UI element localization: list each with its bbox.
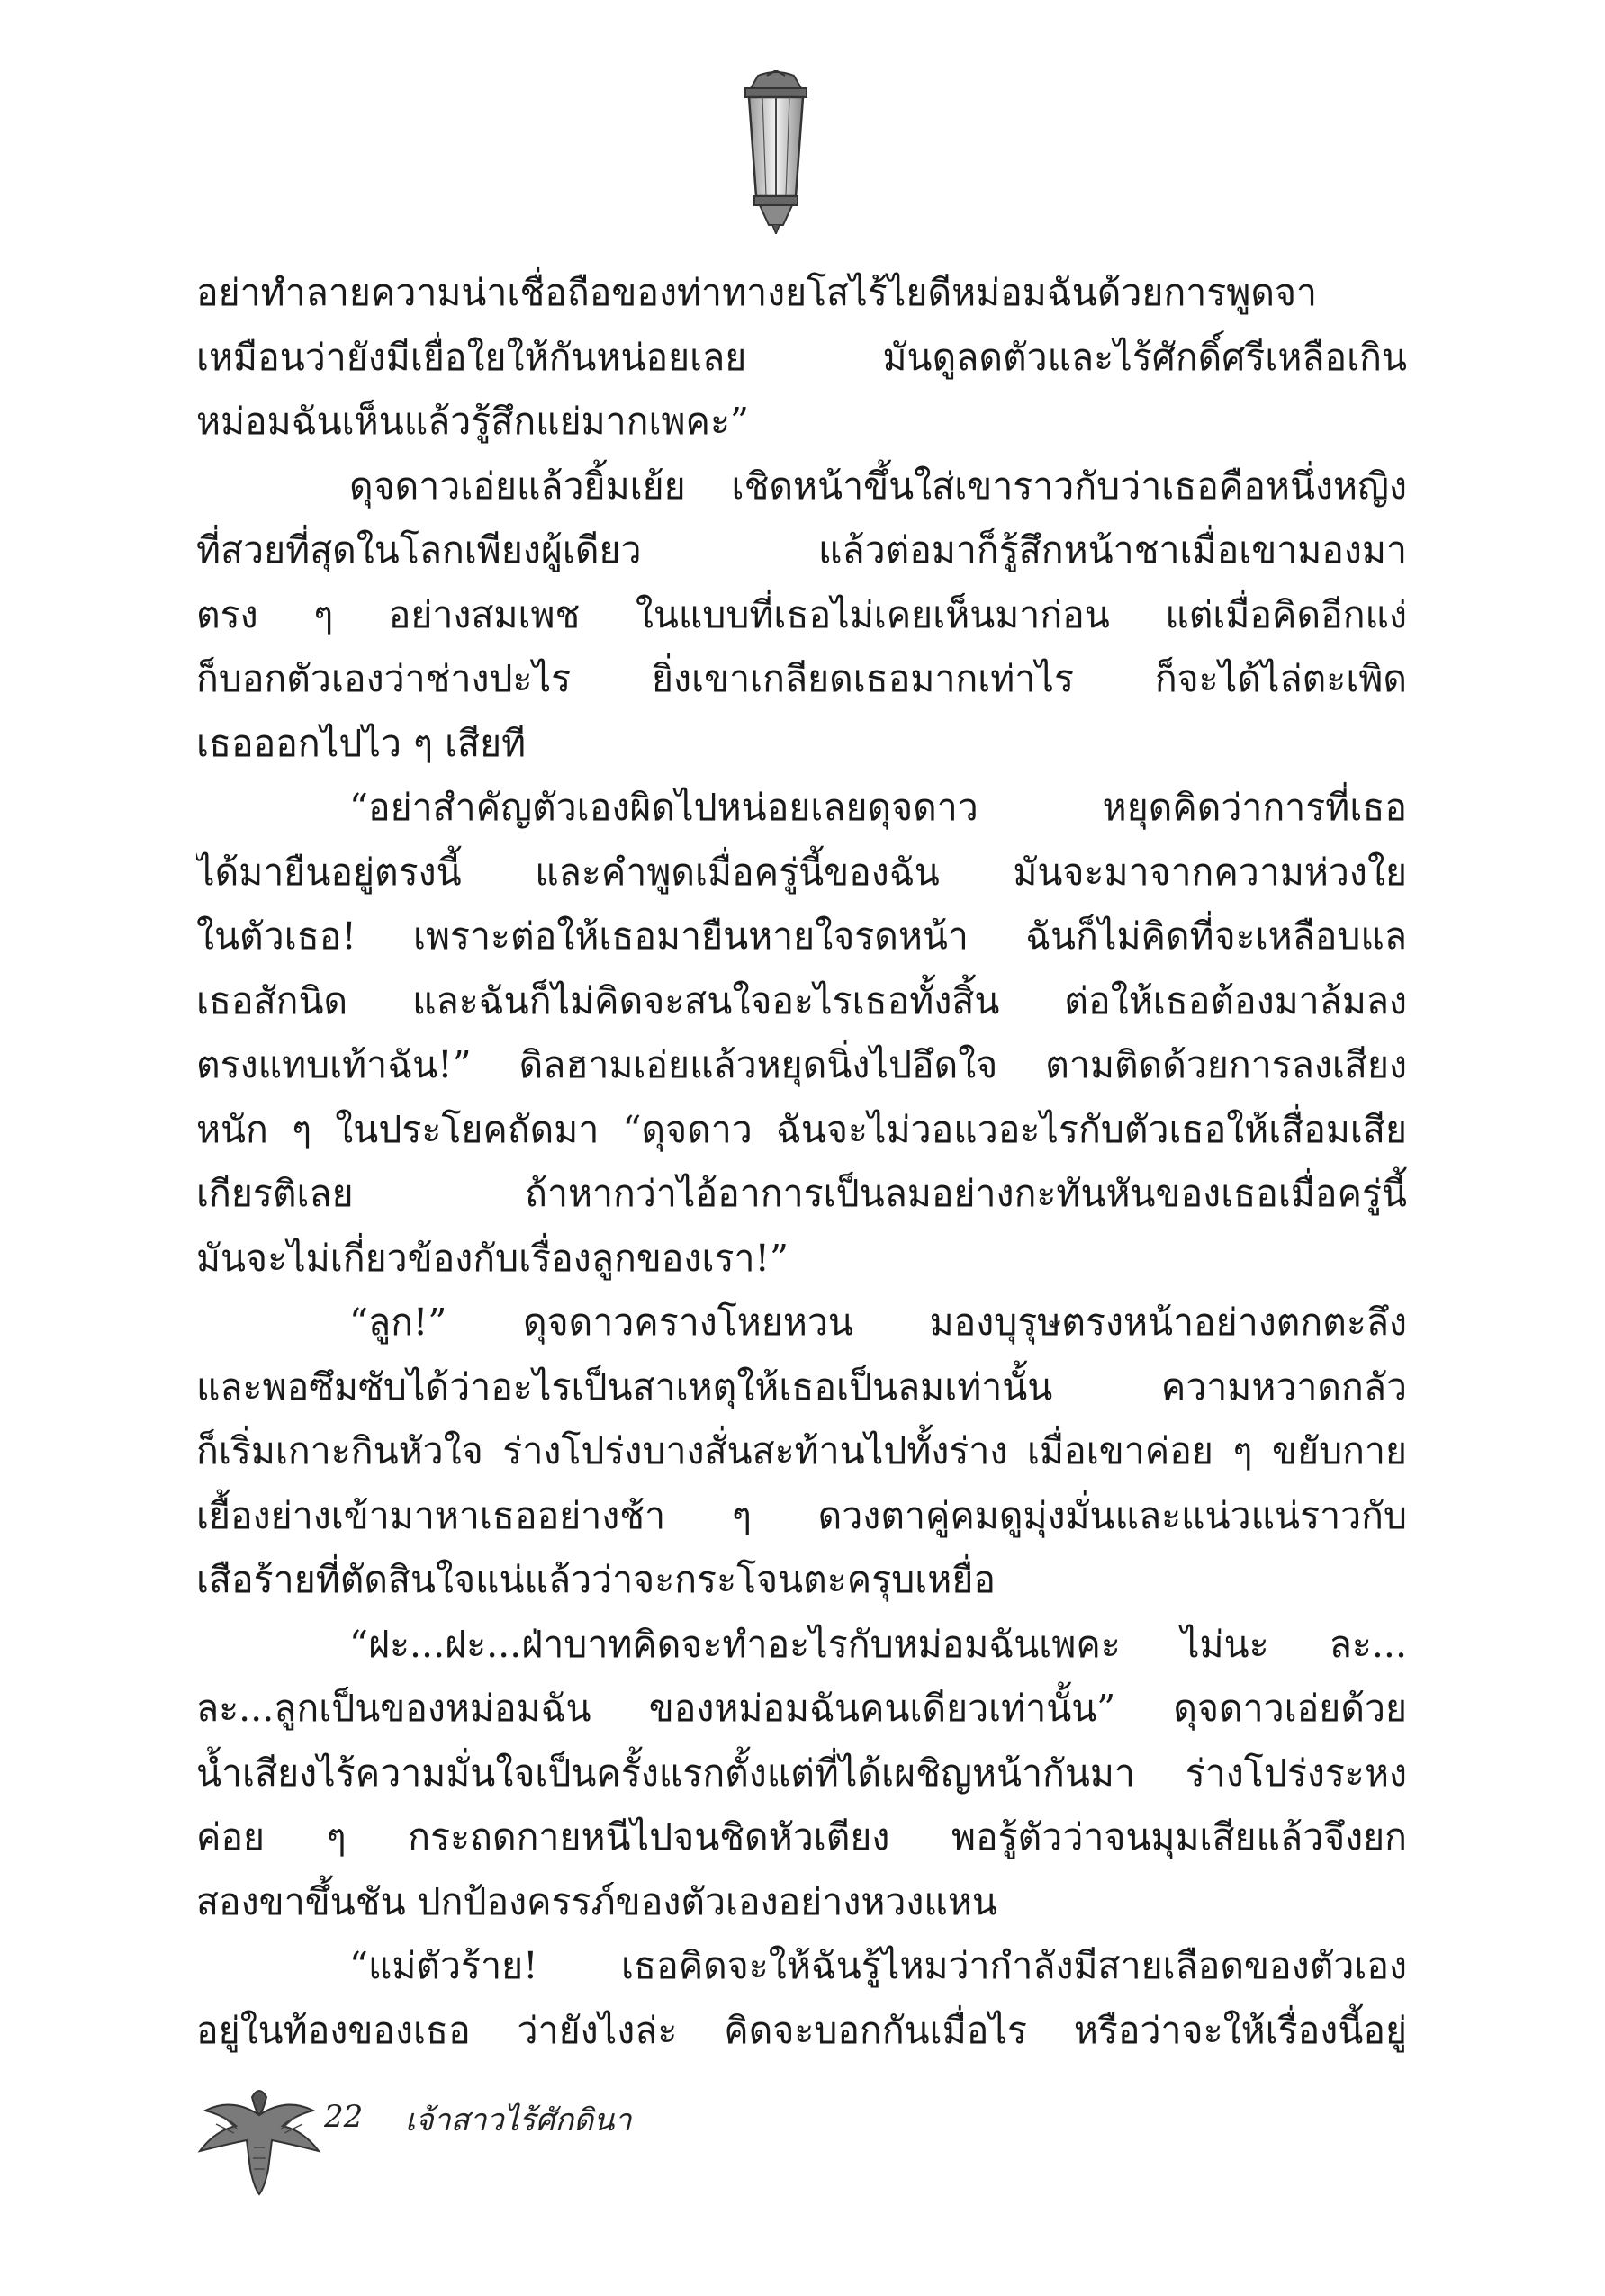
- page-number: 22: [324, 2099, 364, 2135]
- text-line: อย่าทำลายความน่าเชื่อถือของท่าทางยโสไร้ไยดีหม่อมฉันด้วยการพูดจา: [196, 271, 1318, 314]
- text-line: เยื้องย่างเข้ามาหาเธออย่างช้า ๆ ดวงตาคู่คมดูมุ่งมั่นและแน่วแน่ราวกับ: [196, 1493, 1407, 1537]
- text-line: ละ...ลูกเป็นของหม่อมฉัน ของหม่อมฉันคนเดียวเท่านั้น” ดุจดาวเอ่ยด้วย: [196, 1687, 1407, 1730]
- text-line: ในตัวเธอ! เพราะต่อให้เธอมายืนหายใจรดหน้า ฉันก็ไม่คิดที่จะเหลือบแล: [196, 914, 1407, 958]
- text-line: หม่อมฉันเห็นแล้วรู้สึกแย่มากเพคะ”: [196, 400, 749, 443]
- text-line: น้ำเสียงไร้ความมั่นใจเป็นครั้งแรกตั้งแต่ที่ได้เผชิญหน้ากันมา ร่างโปร่งระหง: [196, 1751, 1407, 1795]
- text-line: “อย่าสำคัญตัวเองผิดไปหน่อยเลยดุจดาว หยุดคิดว่าการที่เธอ: [349, 786, 1407, 829]
- text-line: เธอสักนิด และฉันก็ไม่คิดจะสนใจอะไรเธอทั้งสิ้น ต่อให้เธอต้องมาล้มลง: [196, 978, 1407, 1022]
- text-line: ค่อย ๆ กระถดกายหนีไปจนชิดหัวเตียง พอรู้ตัวว่าจนมุมเสียแล้วจึงยก: [196, 1815, 1407, 1859]
- text-line: เธอออกไปไว ๆ เสียที: [196, 721, 527, 765]
- bird-icon: [196, 2061, 322, 2196]
- book-title: เจ้าสาวไร้ศักดินา: [405, 2102, 632, 2138]
- text-line: สองขาขึ้นชัน ปกป้องครรภ์ของตัวเองอย่างหวงแหน: [196, 1879, 997, 1923]
- text-line: เสือร้ายที่ตัดสินใจแน่แล้วว่าจะกระโจนตะครุบเหยื่อ: [196, 1558, 996, 1601]
- text-line: มันจะไม่เกี่ยวข้องกับเรื่องลูกของเรา!”: [196, 1236, 789, 1280]
- text-line: ดุจดาวเอ่ยแล้วยิ้มเย้ย เชิดหน้าขึ้นใส่เขาราวกับว่าเธอคือหนึ่งหญิง: [349, 464, 1407, 508]
- text-line: และพอซึมซับได้ว่าอะไรเป็นสาเหตุให้เธอเป็นลมเท่านั้น ความหวาดกลัว: [196, 1364, 1407, 1409]
- text-line: ได้มายืนอยู่ตรงนี้ และคำพูดเมื่อครู่นี้ของฉัน มันจะมาจากความห่วงใย: [196, 850, 1407, 894]
- text-line: “ลูก!” ดุจดาวครางโหยหวน มองบุรุษตรงหน้าอย่างตกตะลึง: [349, 1301, 1407, 1344]
- text-line: อยู่ในท้องของเธอ ว่ายังไงล่ะ คิดจะบอกกันเมื่อไร หรือว่าจะให้เรื่องนี้อยู่: [196, 2008, 1407, 2052]
- text-line: ที่สวยที่สุดในโลกเพียงผู้เดียว แล้วต่อมาก็รู้สึกหน้าชาเมื่อเขามองมา: [196, 528, 1407, 572]
- text-line: หนัก ๆ ในประโยคถัดมา “ดุจดาว ฉันจะไม่วอแวอะไรกับตัวเธอให้เสื่อมเสีย: [196, 1107, 1407, 1151]
- text-line: ก็เริ่มเกาะกินหัวใจ ร่างโปร่งบางสั่นสะท้านไปทั้งร่าง เมื่อเขาค่อย ๆ ขยับกาย: [196, 1429, 1407, 1472]
- text-line: ตรงแทบเท้าฉัน!” ดิลฮามเอ่ยแล้วหยุดนิ่งไปอึดใจ ตามติดด้วยการลงเสียง: [196, 1043, 1407, 1086]
- text-line: “แม่ตัวร้าย! เธอคิดจะให้ฉันรู้ไหมว่ากำลังมีสายเลือดของตัวเอง: [349, 1944, 1407, 1987]
- text-line: ตรง ๆ อย่างสมเพช ในแบบที่เธอไม่เคยเห็นมาก่อน แต่เมื่อคิดอีกแง่: [196, 592, 1407, 636]
- text-line: ก็บอกตัวเองว่าช่างปะไร ยิ่งเขาเกลียดเธอมากเท่าไร ก็จะได้ไล่ตะเพิด: [196, 657, 1407, 700]
- text-line: “ฝะ...ฝะ...ฝ่าบาทคิดจะทำอะไรกับหม่อมฉันเพคะ ไม่นะ ละ...: [349, 1622, 1407, 1666]
- text-line: เกียรติเลย ถ้าหากว่าไอ้อาการเป็นลมอย่างกะทันหันของเธอเมื่อครู่นี้: [196, 1172, 1407, 1215]
- lantern-icon: [731, 70, 821, 234]
- page-footer: [196, 2061, 826, 2205]
- body-text: [196, 261, 1407, 2063]
- text-line: เหมือนว่ายังมีเยื่อใยให้กันหน่อยเลย มันดูลดตัวและไร้ศักดิ์ศรีเหลือเกิน: [196, 335, 1407, 379]
